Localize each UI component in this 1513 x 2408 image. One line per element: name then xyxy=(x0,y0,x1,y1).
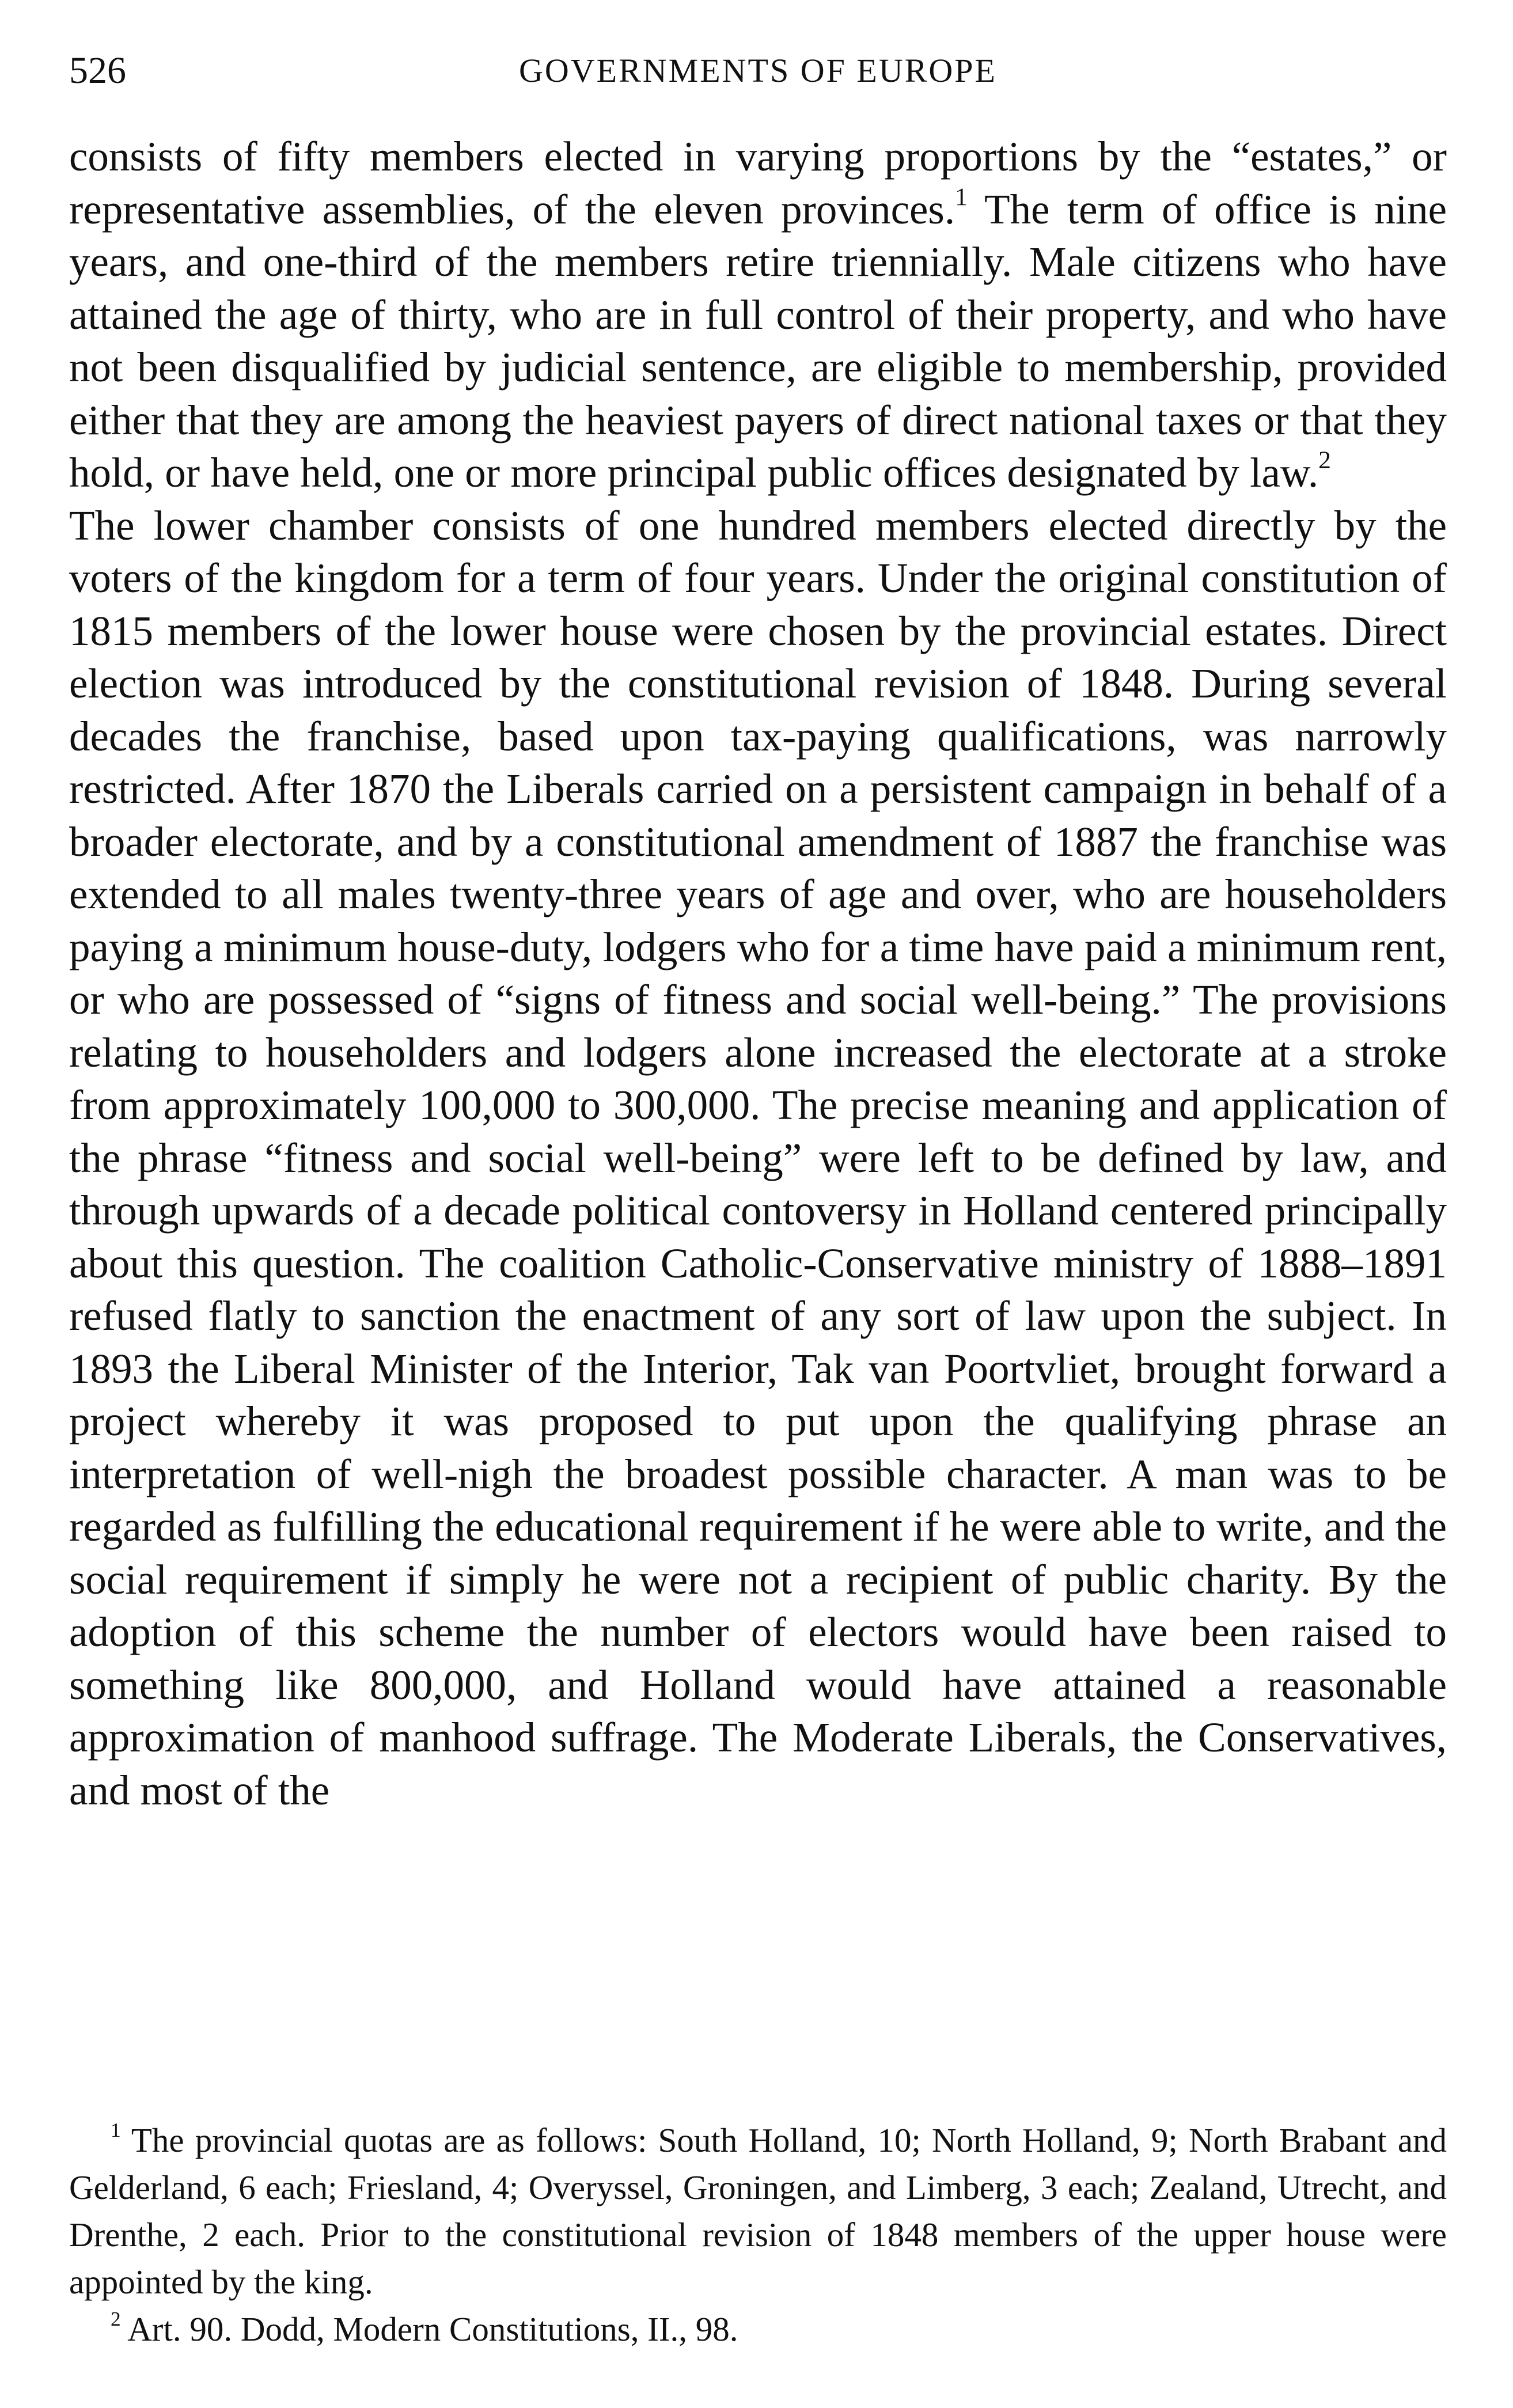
body-text xyxy=(69,130,1447,1817)
footnote-2 xyxy=(69,2305,1447,2353)
footnote-2-marker: 2 xyxy=(111,2307,121,2331)
running-title: GOVERNMENTS OF EUROPE xyxy=(519,52,997,89)
footnote-ref-1: 1 xyxy=(955,183,968,211)
footnote-1-marker: 1 xyxy=(111,2118,121,2142)
paragraph-1-text: consists of fifty members elected in varying proportions by the “estates,” or representative assemblies, of the eleven provinces. xyxy=(69,133,1447,233)
paragraph-2: The lower chamber consists of one hundred members elected directly by the voters of the kingdom for a term of four years. Under the original constitution of 1815 members of the lower house were chosen by the provincial estates. Direct election was introduced by the constitutional revision of 1848. During several decades the franchise, based upon tax-paying qualifications, was narrowly restricted. After 1870 the Liberals carried on a persistent campaign in behalf of a broader electorate, and by a constitutional amendment of 1887 the franchise was extended to all males twenty-three years of age and over, who are householders paying a minimum house-duty, lodgers who for a time have paid a minimum rent, or who are possessed of “signs of fitness and social well-being.” The provisions relating to householders and lodgers alone increased the electorate at a stroke from approximately 100,000 to 300,000. The precise meaning and application of the phrase “fitness and social well-being” were left to be defined by law, and through upwards of a decade political contoversy in Holland centered principally about this question. The coalition Catholic-Conservative ministry of 1888–1891 refused flatly to sanction the enactment of any sort of law upon the subject. In 1893 the Liberal Minister of the Interior, Tak van Poortvliet, brought forward a project whereby it was proposed to put upon the qualifying phrase an interpretation of well-nigh the broadest possible character. A man was to be regarded as fulfilling the educational requirement if he were able to write, and the social requirement if simply he were not a recipient of public charity. By the adoption of this scheme the number of electors would have been raised to something like 800,000, and Holland would have attained a reasonable approximation of manhood suffrage. The Moderate Liberals, the Conservatives, and most of the xyxy=(69,502,1447,1814)
footnote-1-text: The provincial quotas are as follows: South Holland, 10; North Holland, 9; North Brabant and Gelderland, 6 each; Friesland, 4; Overyssel, Groningen, and Limberg, 3 each; Zealand, Utrecht, and Drenthe, 2 each. Prior to the constitutional revision of 1848 members of the upper house were appointed by the king. xyxy=(69,2121,1447,2301)
footnote-1 xyxy=(69,2117,1447,2305)
page-header xyxy=(69,45,1447,97)
footnote-2-text: Art. 90. Dodd, Modern Constitutions, II., 98. xyxy=(127,2310,738,2348)
page-number: 526 xyxy=(69,50,126,92)
footnotes xyxy=(69,2117,1447,2353)
footnote-ref-2: 2 xyxy=(1318,446,1331,475)
paragraph-1 xyxy=(69,130,1447,499)
paragraph-1-text-continued: The term of office is nine years, and one-third of the members retire triennially. Male citizens who have attained the age of thirty, who are in full control of their property, and who have not been disqualified by judicial sentence, are eligible to membership, provided either that they are among the heaviest payers of direct national taxes or that they hold, or have held, one or more principal public offices designated by law. xyxy=(69,185,1447,496)
